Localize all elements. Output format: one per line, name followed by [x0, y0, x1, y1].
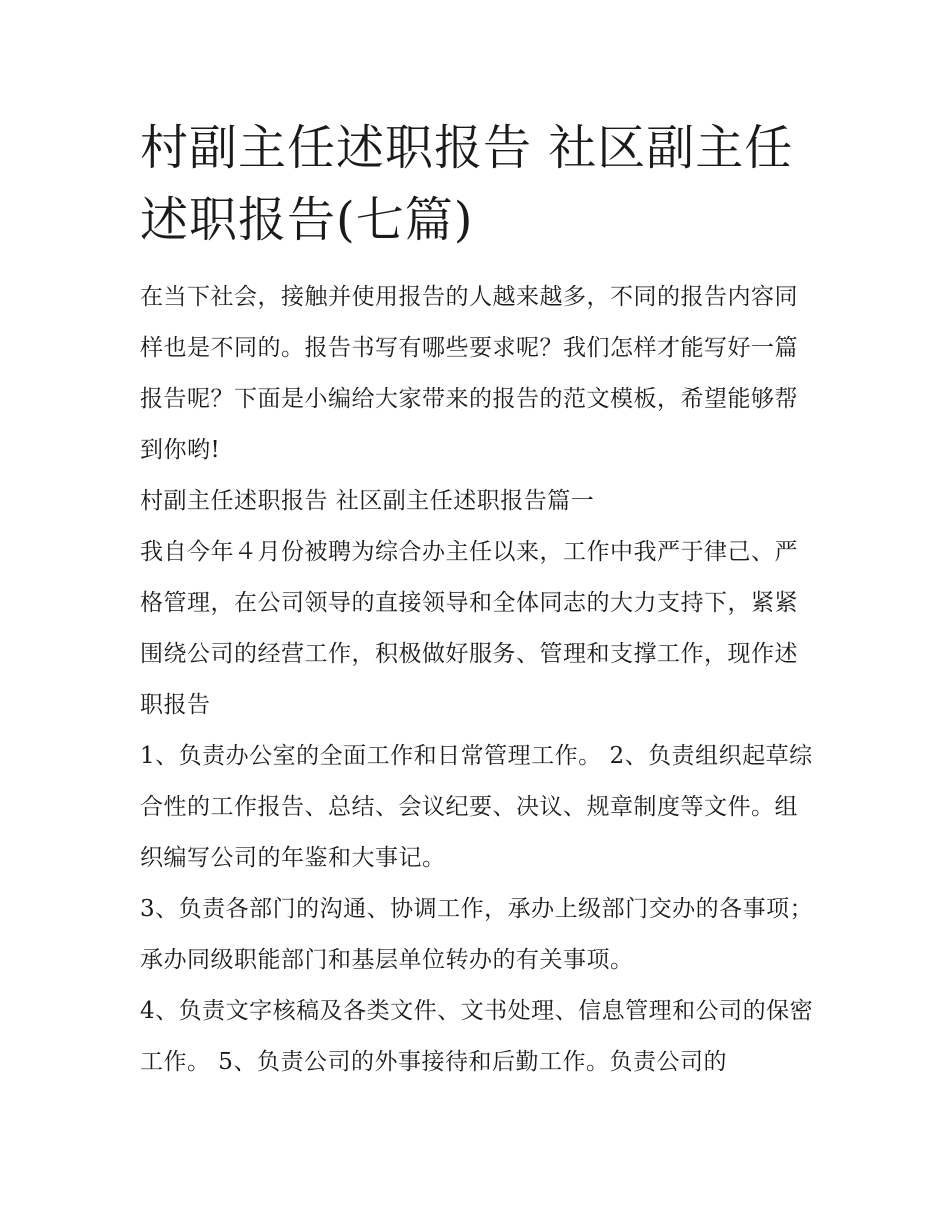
list-item-3: 3、负责各部门的沟通、协调工作，承办上级部门交办的各事项；承办同级职能部门和基层单位转办的有关事项。: [140, 896, 814, 973]
document-body: [140, 112, 815, 1088]
body-paragraph: 我自今年４月份被聘为综合办主任以来，工作中我严于律己、严格管理，在公司领导的直接领导和全体同志的大力支持下，紧紧围绕公司的经营工作，积极做好服务、管理和支撑工作，现作述职报告: [140, 539, 798, 718]
section-heading: 村副主任述职报告 社区副主任述职报告篇一: [140, 488, 595, 514]
list-item-1-2: 1、负责办公室的全面工作和日常管理工作。 2、负责组织起草综合性的工作报告、总结、会议纪要、决议、规章制度等文件。组织编写公司的年鉴和大事记。: [140, 743, 813, 871]
document-title: 村副主任述职报告 社区副主任述职报告(七篇): [140, 120, 794, 248]
intro-paragraph: 在当下社会，接触并使用报告的人越来越多，不同的报告内容同样也是不同的。报告书写有哪些要求呢？我们怎样才能写好一篇报告呢？下面是小编给大家带来的报告的范文模板，希望能够帮到你哟!: [140, 284, 798, 463]
list-item-4-5: 4、负责文字核稿及各类文件、文书处理、信息管理和公司的保密工作。 5、负责公司的外事接待和后勤工作。负责公司的: [140, 998, 814, 1075]
